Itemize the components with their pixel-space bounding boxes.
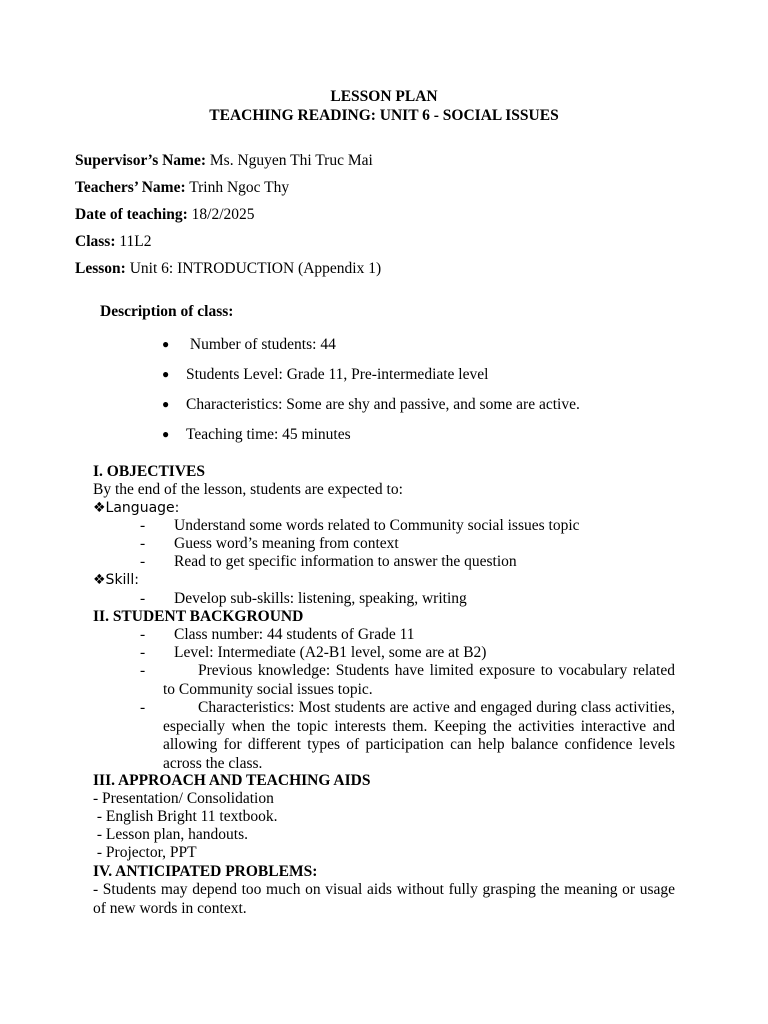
language-item: Understand some words related to Community social issues topic <box>174 517 580 534</box>
description-item <box>162 366 488 384</box>
problems-heading: IV. ANTICIPATED PROBLEMS: <box>93 863 318 880</box>
teacher-value: Trinh Ngoc Thy <box>185 179 290 196</box>
objectives-heading: I. OBJECTIVES <box>93 463 205 480</box>
approach-item: - English Bright 11 textbook. <box>93 808 278 825</box>
date-label: Date of teaching: <box>75 206 188 223</box>
class-label: Class: <box>75 233 116 250</box>
problems-text: - Students may depend too much on visual aids without fully grasping the meaning or usage of new words in context. <box>93 881 675 917</box>
lesson-line <box>75 260 381 278</box>
bullet-icon: ● <box>162 337 170 351</box>
approach-item: - Projector, PPT <box>93 844 197 861</box>
lesson-label: Lesson: <box>75 260 126 277</box>
dash-icon: - <box>140 535 146 552</box>
date-line <box>75 206 255 224</box>
dash-icon: - <box>140 662 146 679</box>
date-value: 18/2/2025 <box>187 206 255 223</box>
class-value: 11L2 <box>115 233 152 250</box>
language-item: Read to get specific information to answer the question <box>174 553 517 570</box>
objectives-intro: By the end of the lesson, students are expected to: <box>93 481 403 498</box>
description-item-text: Students Level: Grade 11, Pre-intermediate level <box>186 366 489 383</box>
description-item-text: Teaching time: 45 minutes <box>186 426 351 443</box>
lesson-value: Unit 6: INTRODUCTION (Appendix 1) <box>125 260 382 277</box>
teacher-line <box>75 179 289 197</box>
bullet-icon: ● <box>162 427 170 441</box>
dash-icon: - <box>140 644 146 661</box>
approach-item: - Presentation/ Consolidation <box>93 790 274 807</box>
dash-icon: - <box>140 590 146 607</box>
description-item <box>162 396 580 414</box>
background-item: Level: Intermediate (A2-B1 level, some are at B2) <box>174 644 487 661</box>
background-heading: II. STUDENT BACKGROUND <box>93 608 304 625</box>
skill-label: ❖Skill: <box>93 572 139 588</box>
language-label: ❖Language: <box>93 500 180 516</box>
description-title: Description of class: <box>100 303 234 320</box>
background-item-paragraph: Previous knowledge: Students have limited exposure to vocabulary related to Community social issues topic. <box>163 662 675 698</box>
bullet-icon: ● <box>162 397 170 411</box>
description-item <box>162 336 336 354</box>
description-item-text: Number of students: 44 <box>186 336 336 353</box>
description-item <box>162 426 351 444</box>
approach-item: - Lesson plan, handouts. <box>93 826 248 843</box>
approach-heading: III. APPROACH AND TEACHING AIDS <box>93 772 371 789</box>
background-item-paragraph: Characteristics: Most students are active and engaged during class activities, especially when the topic interests them. Keeping the activities interactive and allowing for different types of participation can help balance confidence levels across the class. <box>163 699 675 772</box>
document-subtitle: TEACHING READING: UNIT 6 - SOCIAL ISSUES <box>209 107 559 124</box>
skill-item: Develop sub-skills: listening, speaking, writing <box>174 590 467 607</box>
description-item-text: Characteristics: Some are shy and passive, and some are active. <box>186 396 580 413</box>
supervisor-line <box>75 152 373 170</box>
supervisor-value: Ms. Nguyen Thi Truc Mai <box>206 152 373 169</box>
bullet-icon: ● <box>162 367 170 381</box>
language-item: Guess word’s meaning from context <box>174 535 399 552</box>
teacher-label: Teachers’ Name: <box>75 179 186 196</box>
dash-icon: - <box>140 553 146 570</box>
dash-icon: - <box>140 517 146 534</box>
class-line <box>75 233 152 251</box>
dash-icon: - <box>140 699 146 716</box>
dash-icon: - <box>140 626 146 643</box>
background-item: Class number: 44 students of Grade 11 <box>174 626 415 643</box>
document-title: LESSON PLAN <box>330 88 438 105</box>
supervisor-label: Supervisor’s Name: <box>75 152 207 169</box>
